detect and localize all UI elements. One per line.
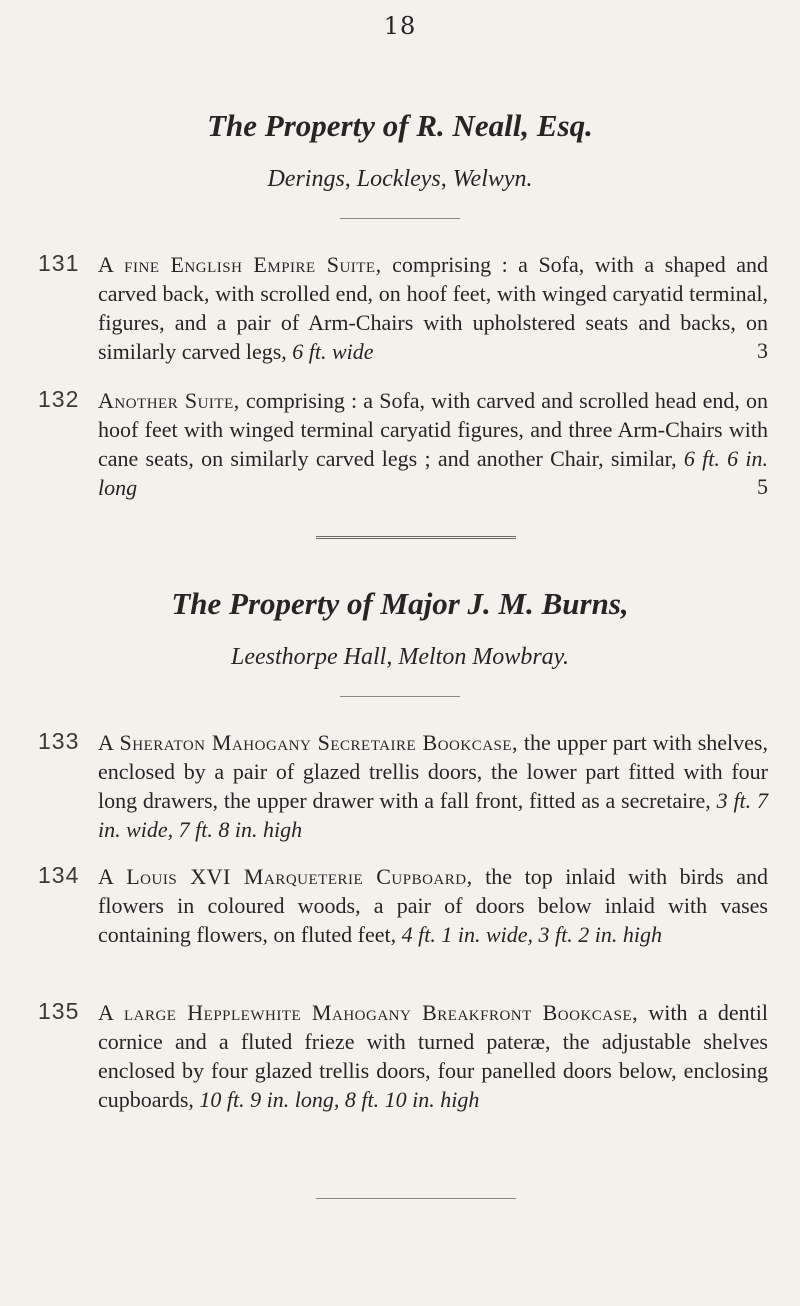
lot-estimate: 5 xyxy=(757,474,768,499)
lot-dimensions: 3 ft. 7 in. wide, 7 ft. 8 in. high xyxy=(98,788,768,842)
section-subheading: Leesthorpe Hall, Melton Mowbray. xyxy=(231,644,569,670)
section-heading: The Property of Major J. M. Burns, xyxy=(171,586,629,621)
page-number: 18 xyxy=(383,12,417,40)
divider xyxy=(340,218,460,219)
lot-dimensions: 10 ft. 9 in. long, 8 ft. 10 in. high xyxy=(199,1087,480,1112)
lot-number: 134 xyxy=(38,862,80,888)
lot-description xyxy=(98,386,768,502)
lot-body: with a dentil cornice and a fluted frieze with turned pateræ, the adjustable shelves enclosed by four glazed trellis doors, four panelled doors below, enclosing cupboards, xyxy=(98,1000,768,1112)
divider xyxy=(340,696,460,697)
section-subheading: Derings, Lockleys, Welwyn. xyxy=(267,166,533,192)
lot-number: 135 xyxy=(38,998,80,1024)
lot-description xyxy=(98,862,768,949)
lot-description xyxy=(98,250,768,366)
lot-body: the top inlaid with birds and flowers in coloured woods, a pair of doors below inlaid with vases containing flowers, on fluted feet, xyxy=(98,864,769,947)
bottom-divider xyxy=(316,1198,516,1199)
lot-number: 131 xyxy=(38,250,80,276)
lot-title: A large Hepplewhite Mahogany Breakfront Bookcase, xyxy=(98,1000,639,1025)
lot-body: comprising : a Sofa, with a shaped and carved back, with scrolled end, on hoof feet, with winged caryatid terminal, figures, and a pair of Arm-Chairs with upholstered seats and backs, on similarly carved legs, xyxy=(98,252,768,364)
lot-dimensions: 6 ft. 6 in. long xyxy=(98,446,768,500)
lot-body: comprising : a Sofa, with carved and scrolled head end, on hoof feet with winged terminal caryatid figures, and three Arm-Chairs with cane seats, on similarly carved legs ; and another Chair, similar, xyxy=(98,388,769,471)
section-heading: The Property of R. Neall, Esq. xyxy=(207,108,593,143)
lot-dimensions: 4 ft. 1 in. wide, 3 ft. 2 in. high xyxy=(401,922,662,947)
lot-body: the upper part with shelves, enclosed by a pair of glazed trellis doors, the lower part fitted with four long drawers, the upper drawer with a fall front, fitted as a secretaire, xyxy=(98,730,768,813)
section-divider xyxy=(316,536,516,539)
lot-title: A fine English Empire Suite, xyxy=(98,252,382,277)
lot-number: 132 xyxy=(38,386,80,412)
lot-title: Another Suite, xyxy=(98,388,240,413)
lot-description xyxy=(98,728,768,844)
lot-title: A Sheraton Mahogany Secretaire Bookcase, xyxy=(98,730,519,755)
lot-dimensions: 6 ft. wide xyxy=(292,339,374,364)
lot-description xyxy=(98,998,768,1114)
lot-title: A Louis XVI Marqueterie Cupboard, xyxy=(98,864,473,889)
lot-estimate: 3 xyxy=(757,338,768,363)
lot-number: 133 xyxy=(38,728,80,754)
